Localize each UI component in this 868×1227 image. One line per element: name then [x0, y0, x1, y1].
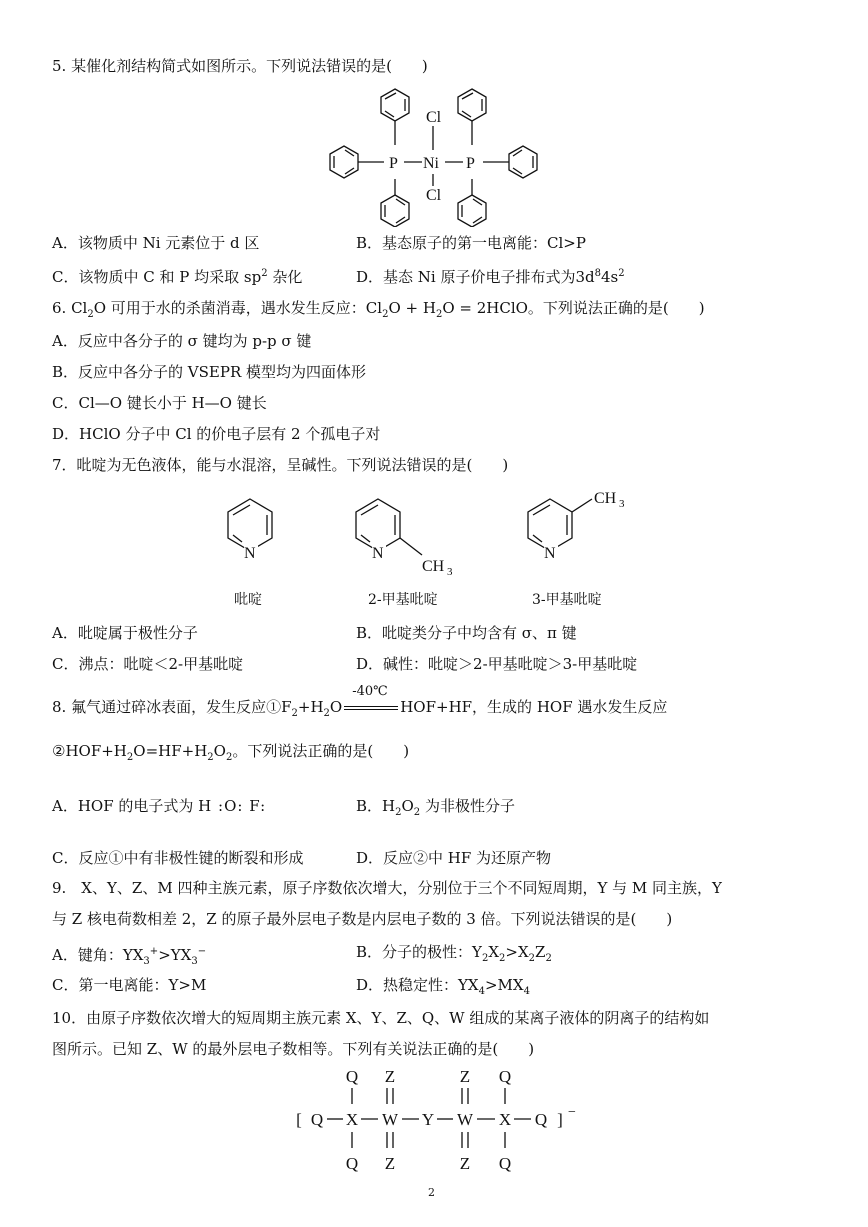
q8-option-d[interactable]: D．反应②中 HF 为还原产物: [356, 849, 552, 867]
caption-2-methylpyridine: 2-甲基吡啶: [368, 592, 438, 608]
caption-pyridine: 吡啶: [234, 592, 262, 608]
q9-stem-line1: 9. X、Y、Z、M 四种主族元素，原子序数依次增大，分别位于三个不同短周期，Y 与 M 同主族，Y: [52, 879, 722, 897]
nickel-atom: Ni: [423, 155, 439, 172]
q10-anion-structure: [285, 1064, 585, 1176]
atom-z: Z: [459, 1067, 471, 1086]
q8-option-a[interactable]: A．HOF 的电子式为 H :O: F:: [52, 797, 267, 815]
q5-option-c[interactable]: C．该物质中 C 和 P 均采取 $sp^2$ 杂化: [52, 268, 303, 286]
phosphorus-atom-right: P: [466, 155, 475, 172]
caption-3-methylpyridine: 3-甲基吡啶: [532, 592, 602, 608]
reaction-condition-arrow: -40℃: [342, 697, 400, 717]
electron-formula-hof: H :O: F:: [198, 797, 267, 815]
q5-option-b[interactable]: B．基态原子的第一电离能：Cl>P: [356, 234, 586, 252]
atom-w: W: [381, 1110, 399, 1129]
page-number: 2: [428, 1186, 435, 1199]
q9-option-d[interactable]: D．热稳定性：$YX_4>MX_4$: [356, 976, 530, 997]
q7-stem: 7．吡啶为无色液体，能与水混溶，呈碱性。下列说法错误的是( ): [52, 456, 509, 474]
q6-option-a[interactable]: A．反应中各分子的 σ 键均为 p-p σ 键: [52, 332, 312, 350]
atom-q: Q: [534, 1110, 548, 1129]
atom-z: Z: [459, 1154, 471, 1173]
methyl-subscript: 3: [619, 498, 625, 510]
q5-option-d[interactable]: D．基态 Ni 原子价电子排布式为$3d^84s^2$: [356, 268, 625, 286]
chlorine-atom-bottom: Cl: [426, 187, 442, 204]
q5-stem: 5. 某催化剂结构简式如图所示。下列说法错误的是( ): [52, 57, 428, 75]
q10-stem-line1: 10．由原子序数依次增大的短周期主族元素 X、Y、Z、Q、W 组成的某离子液体的阴离子的结构如: [52, 1009, 710, 1027]
q9-stem-line2: 与 Z 核电荷数相差 2，Z 的原子最外层电子数是内层电子数的 3 倍。下列说法错误的是( ): [52, 910, 673, 928]
q6-stem: 6. $Cl_2O$ 可用于水的杀菌消毒，遇水发生反应：$Cl_2O + H_2O$ = 2HClO。下列说法正确的是( ): [52, 299, 705, 320]
q8-option-b[interactable]: B．$H_2O_2$ 为非极性分子: [356, 797, 515, 818]
q9-option-c[interactable]: C．第一电离能：Y>M: [52, 976, 207, 994]
atom-q: Q: [498, 1154, 512, 1173]
q7-option-d[interactable]: D．碱性：吡啶＞2-甲基吡啶＞3-甲基吡啶: [356, 655, 638, 673]
q6-option-d[interactable]: D．HClO 分子中 Cl 的价电子层有 2 个孤电子对: [52, 425, 381, 443]
q9-option-a[interactable]: A．键角：$YX_3^+>YX_3^-$: [52, 946, 207, 967]
methyl-group: CH: [422, 558, 445, 575]
q7-option-a[interactable]: A．吡啶属于极性分子: [52, 624, 198, 642]
atom-z: Z: [384, 1067, 396, 1086]
methyl-subscript: 3: [447, 566, 453, 578]
right-bracket: ]: [557, 1110, 563, 1129]
q9-option-b[interactable]: B．分子的极性：$Y_2X_2>X_2Z_2$: [356, 943, 552, 964]
nitrogen-atom: N: [244, 545, 256, 562]
q7-option-b[interactable]: B．吡啶类分子中均含有 σ、π 键: [356, 624, 577, 642]
q5-nickel-complex-structure: [320, 82, 550, 227]
q6-option-b[interactable]: B．反应中各分子的 VSEPR 模型均为四面体形: [52, 363, 367, 381]
q7-option-c[interactable]: C．沸点：吡啶＜2-甲基吡啶: [52, 655, 244, 673]
q10-stem-line2: 图所示。已知 Z、W 的最外层电子数相等。下列有关说法正确的是( ): [52, 1040, 535, 1058]
atom-y: Y: [421, 1110, 435, 1129]
phosphorus-atom-left: P: [389, 155, 398, 172]
chlorine-atom-top: Cl: [426, 109, 442, 126]
q5-option-a[interactable]: A．该物质中 Ni 元素位于 d 区: [52, 234, 260, 252]
q8-stem-line1: 8. 氟气通过碎冰表面，发生反应$①F_2+H_2O$ -40℃ HOF+HF，生成的 HOF 遇水发生反应: [52, 684, 668, 719]
q8-option-c[interactable]: C．反应①中有非极性键的断裂和形成: [52, 849, 304, 867]
atom-q: Q: [345, 1067, 359, 1086]
atom-q: Q: [498, 1067, 512, 1086]
atom-x: X: [345, 1110, 359, 1129]
q6-option-c[interactable]: C．Cl—O 键长小于 H—O 键长: [52, 394, 267, 412]
atom-q: Q: [310, 1110, 324, 1129]
atom-z: Z: [384, 1154, 396, 1173]
nitrogen-atom: N: [544, 545, 556, 562]
anion-charge: −: [568, 1105, 576, 1120]
q8-stem-line2: $②HOF+H_2O=HF+H_2O_2$。下列说法正确的是( ): [52, 742, 410, 763]
left-bracket: [: [296, 1110, 302, 1129]
nitrogen-atom: N: [372, 545, 384, 562]
methyl-group: CH: [594, 490, 617, 507]
atom-q: Q: [345, 1154, 359, 1173]
atom-w: W: [456, 1110, 474, 1129]
atom-x: X: [498, 1110, 512, 1129]
q7-pyridine-structures: [200, 485, 660, 580]
